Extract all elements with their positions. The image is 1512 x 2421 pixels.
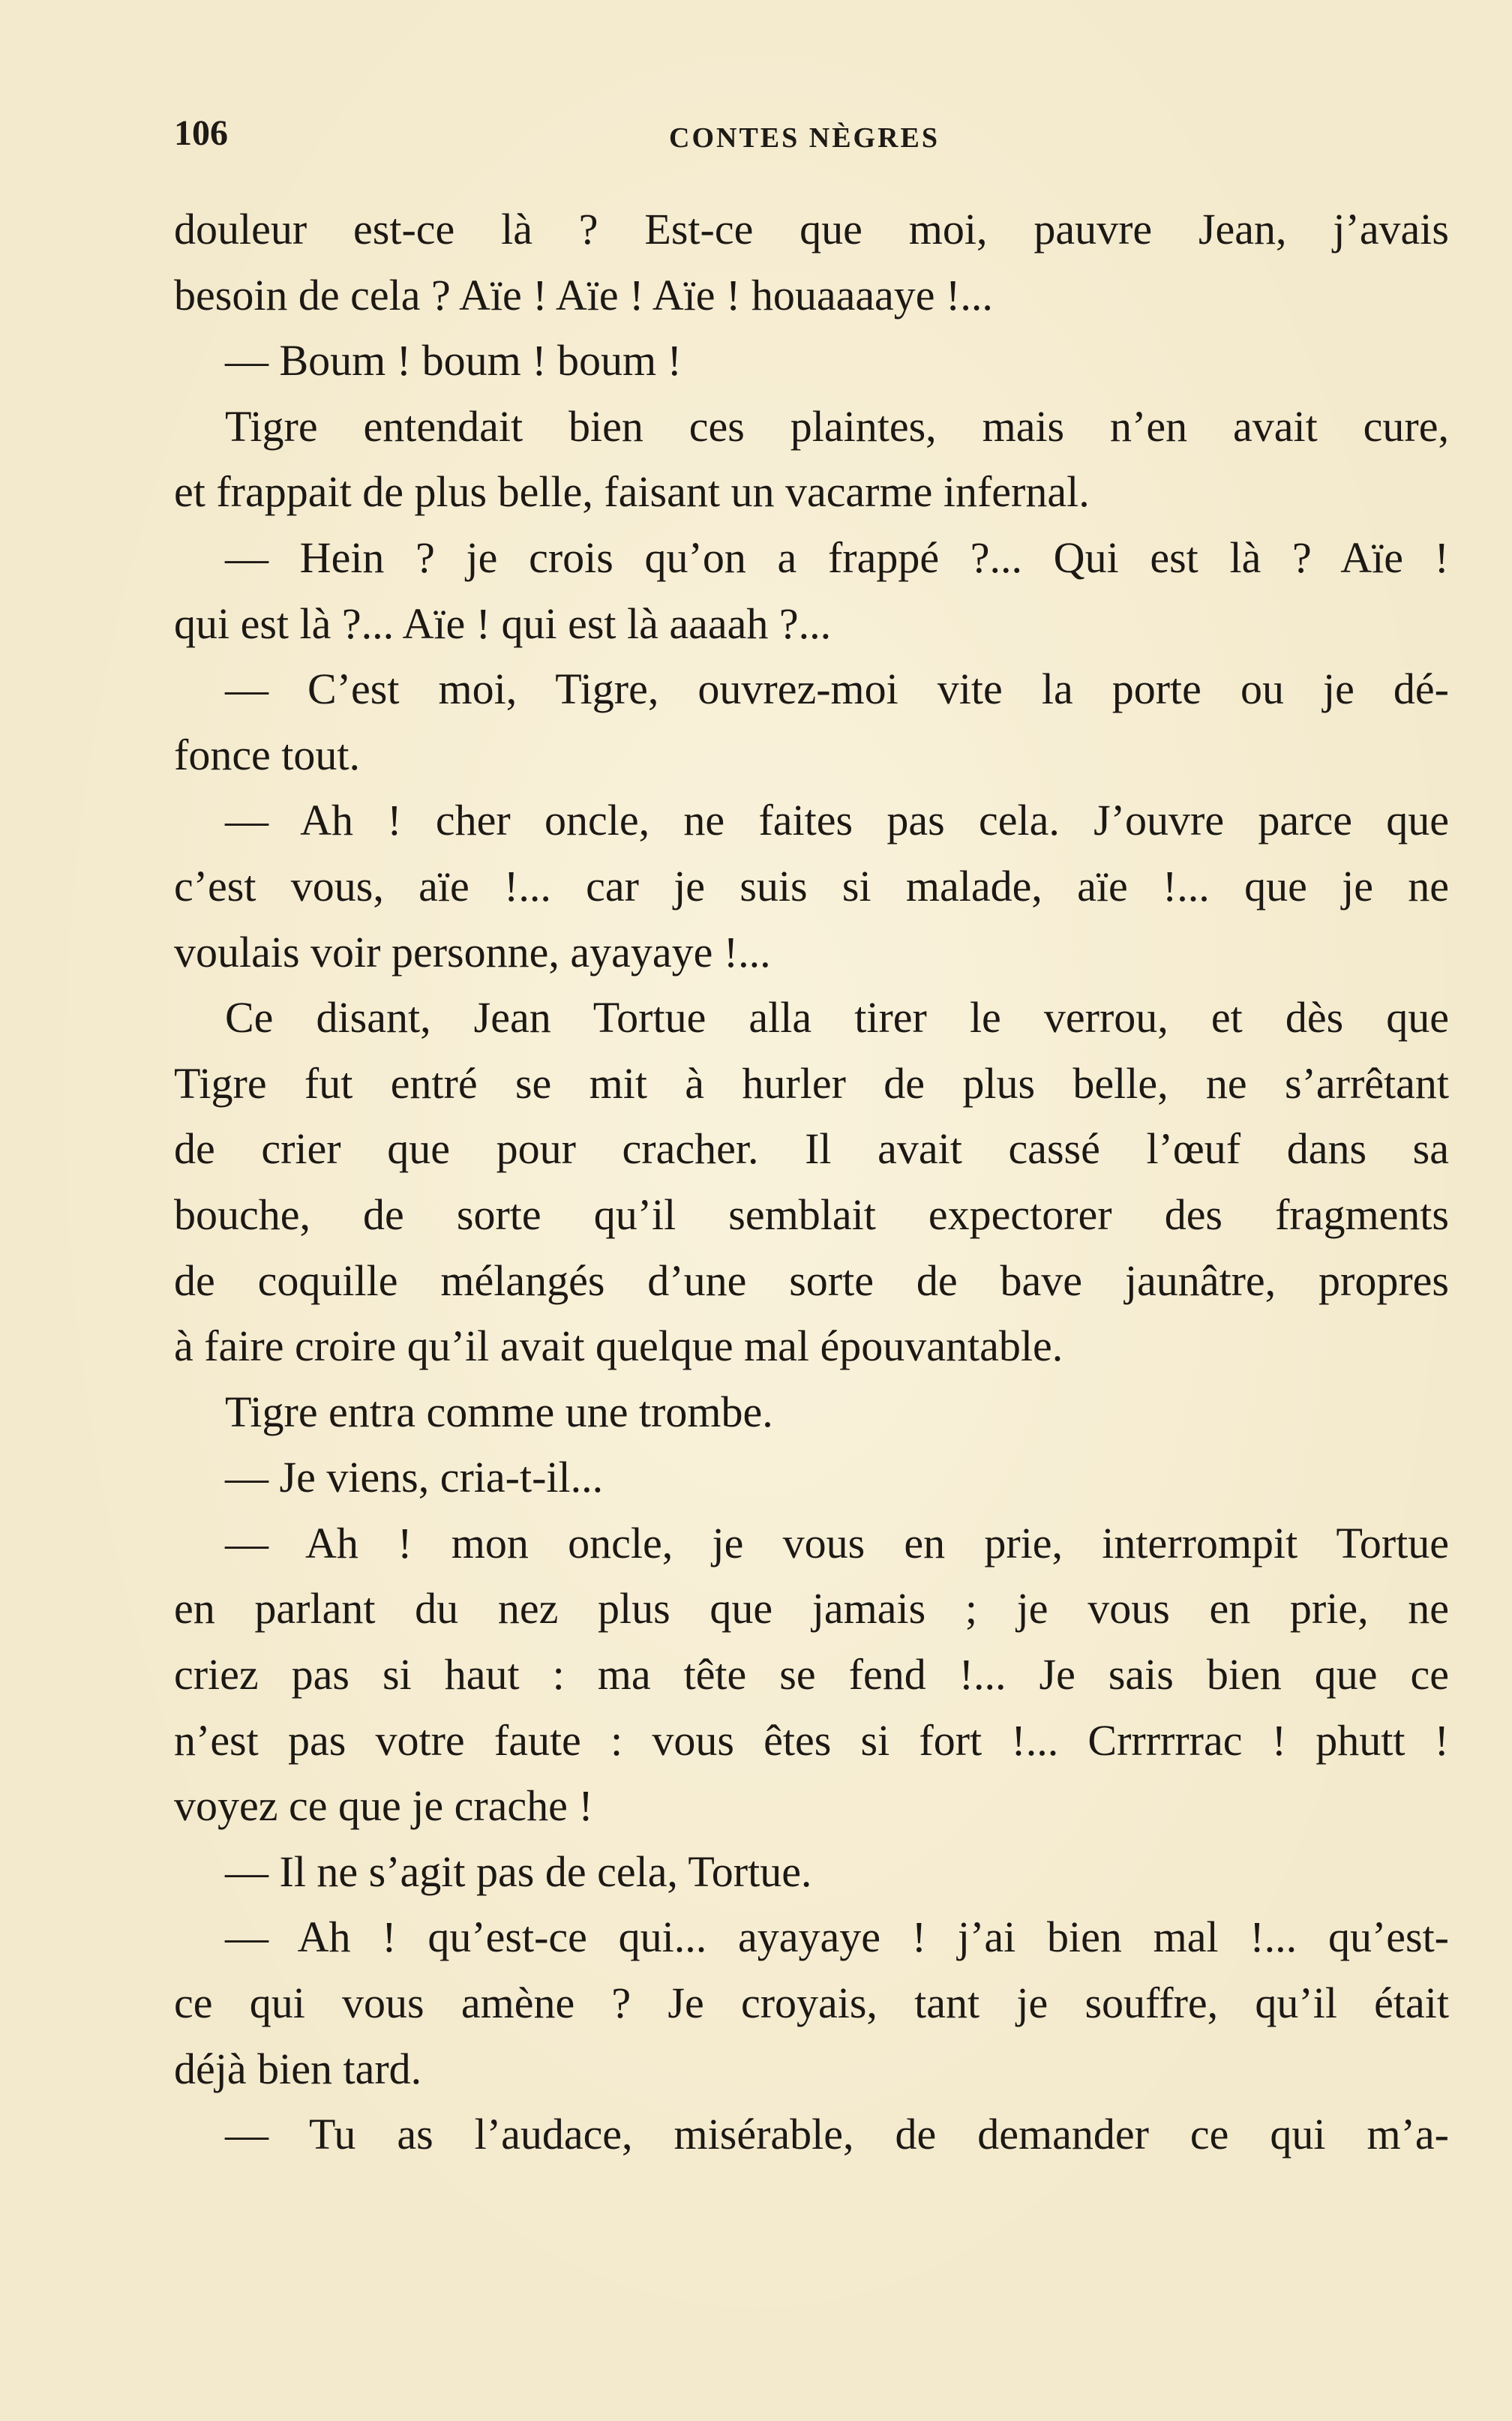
- text-line: de crier que pour cracher. Il avait cassé l’œuf dans sa: [174, 1124, 1449, 1174]
- text-line: — Ah ! cher oncle, ne faites pas cela. J’ouvre parce que: [225, 796, 1449, 845]
- text-line: de coquille mélangés d’une sorte de bave jaunâtre, propres: [174, 1256, 1449, 1305]
- text-line: Tigre fut entré se mit à hurler de plus belle, ne s’arrêtant: [174, 1058, 1449, 1108]
- text-line: n’est pas votre faute : vous êtes si fort !... Crrrrrrac ! phutt !: [174, 1715, 1449, 1765]
- text-line: Tigre entendait bien ces plaintes, mais n’en avait cure,: [225, 401, 1449, 451]
- text-line: — Il ne s’agit pas de cela, Tortue.: [225, 1846, 812, 1896]
- body-text: [174, 196, 1449, 2168]
- text-line: — Boum ! boum ! boum !: [225, 336, 682, 386]
- running-title: CONTES NÈGRES: [669, 122, 940, 154]
- text-line: criez pas si haut : ma tête se fend !... Je sais bien que ce: [174, 1650, 1449, 1700]
- text-line: — Tu as l’audace, misérable, de demander ce qui m’a-: [225, 2110, 1449, 2159]
- text-line: — Je viens, cria-t-il...: [225, 1453, 604, 1502]
- text-line: et frappait de plus belle, faisant un vacarme infernal.: [174, 467, 1090, 517]
- text-line: — C’est moi, Tigre, ouvrez-moi vite la porte ou je dé-: [225, 664, 1449, 714]
- text-line: — Ah ! qu’est-ce qui... ayayaye ! j’ai bien mal !... qu’est-: [225, 1912, 1449, 1962]
- text-line: — Hein ? je crois qu’on a frappé ?... Qui est là ? Aïe !: [225, 532, 1449, 582]
- text-line: Ce disant, Jean Tortue alla tirer le verrou, et dès que: [225, 993, 1449, 1042]
- page-number: 106: [174, 113, 228, 153]
- running-head: [174, 112, 1449, 165]
- text-line: besoin de cela ? Aïe ! Aïe ! Aïe ! houaaaaye !...: [174, 270, 993, 320]
- text-line: douleur est-ce là ? Est-ce que moi, pauvre Jean, j’avais: [174, 205, 1449, 254]
- text-line: Tigre entra comme une trombe.: [225, 1387, 773, 1436]
- text-line: déjà bien tard.: [174, 2044, 422, 2093]
- text-line: — Ah ! mon oncle, je vous en prie, interrompit Tortue: [225, 1518, 1449, 1568]
- text-line: en parlant du nez plus que jamais ; je vous en prie, ne: [174, 1584, 1449, 1634]
- text-line: bouche, de sorte qu’il semblait expectorer des fragments: [174, 1190, 1449, 1239]
- text-line: c’est vous, aïe !... car je suis si malade, aïe !... que je ne: [174, 861, 1449, 910]
- text-line: fonce tout.: [174, 730, 361, 779]
- text-line: ce qui vous amène ? Je croyais, tant je souffre, qu’il était: [174, 1978, 1449, 2028]
- text-line: voyez ce que je crache !: [174, 1781, 593, 1831]
- text-line: qui est là ?... Aïe ! qui est là aaaah ?...: [174, 598, 832, 648]
- text-line: voulais voir personne, ayayaye !...: [174, 927, 771, 976]
- text-line: à faire croire qu’il avait quelque mal épouvantable.: [174, 1322, 1064, 1371]
